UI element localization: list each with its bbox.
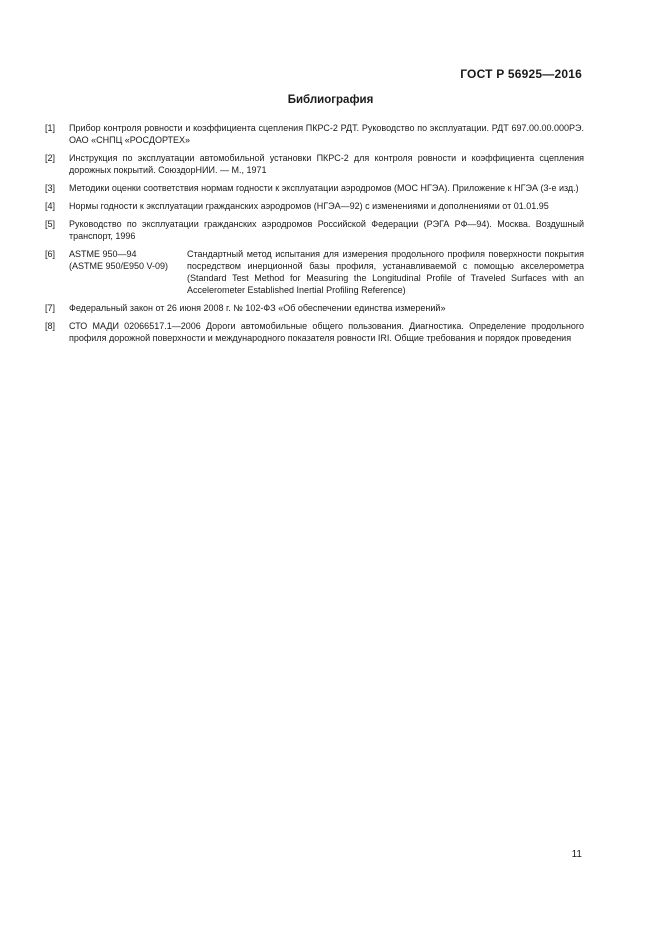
- bibliography-entry: [45, 122, 584, 146]
- entry-number: [1]: [45, 123, 56, 133]
- standard-codes: [69, 248, 187, 296]
- entry-number: [8]: [45, 321, 56, 331]
- standard-code-secondary: (ASTME 950/E950 V-09): [69, 261, 169, 271]
- entry-number: [5]: [45, 219, 56, 229]
- entry-number: [4]: [45, 201, 56, 211]
- bibliography-entry: [45, 152, 584, 176]
- bibliography-entry-standard: [45, 248, 584, 296]
- bibliography-entry: [45, 320, 584, 344]
- entry-text: Инструкция по эксплуатации автомобильной установки ПКРС-2 для контроля ровности и коэффициента сцепления дорожных покрытий. СоюздорНИИ. — М., 1971: [69, 153, 584, 175]
- entry-text: Нормы годности к эксплуатации гражданских аэродромов (НГЭА—92) с изменениями и дополнениями от 01.01.95: [69, 201, 549, 211]
- document-code: ГОСТ Р 56925—2016: [460, 67, 582, 81]
- bibliography-entry: [45, 182, 584, 194]
- page-title: Библиография: [287, 94, 374, 106]
- entry-text: Федеральный закон от 26 июня 2008 г. № 102-ФЗ «Об обеспечении единства измерений»: [69, 303, 446, 313]
- entry-text: Руководство по эксплуатации гражданских аэродромов Российской Федерации (РЭГА РФ—94). Москва. Воздушный транспорт, 1996: [69, 219, 584, 241]
- entry-text: Прибор контроля ровности и коэффициента сцепления ПКРС-2 РДТ. Руководство по эксплуатации. РДТ 697.00.00.000РЭ. ОАО «СНПЦ «РОСДОРТЕХ»: [69, 123, 584, 145]
- bibliography-entry: [45, 218, 584, 242]
- entry-text: Стандартный метод испытания для измерения продольного профиля поверхности покрытия посредством инерционной базы профиля, устанавливаемой с помощью акселерометра (Standard Test Method for Measuring the Longitudinal Profile of Traveled Surfaces with an Accelerometer Established Inertial Profiling Reference): [187, 249, 584, 295]
- page-number: 11: [571, 849, 582, 860]
- entry-number: [2]: [45, 153, 56, 163]
- entry-number: [3]: [45, 183, 56, 193]
- bibliography-entry: [45, 302, 584, 314]
- bibliography-list: [45, 122, 584, 350]
- entry-text: СТО МАДИ 02066517.1—2006 Дороги автомобильные общего пользования. Диагностика. Определение продольного профиля дорожной поверхности и международного показателя ровности IRI. Общие требования и порядок проведения: [69, 321, 584, 343]
- entry-number: [7]: [45, 303, 56, 313]
- entry-text: Методики оценки соответствия нормам годности к эксплуатации аэродромов (МОС НГЭА). Приложение к НГЭА (3-е изд.): [69, 183, 579, 193]
- standard-code-primary: ASTME 950—94: [69, 249, 137, 259]
- bibliography-entry: [45, 200, 584, 212]
- entry-number: [6]: [45, 249, 56, 259]
